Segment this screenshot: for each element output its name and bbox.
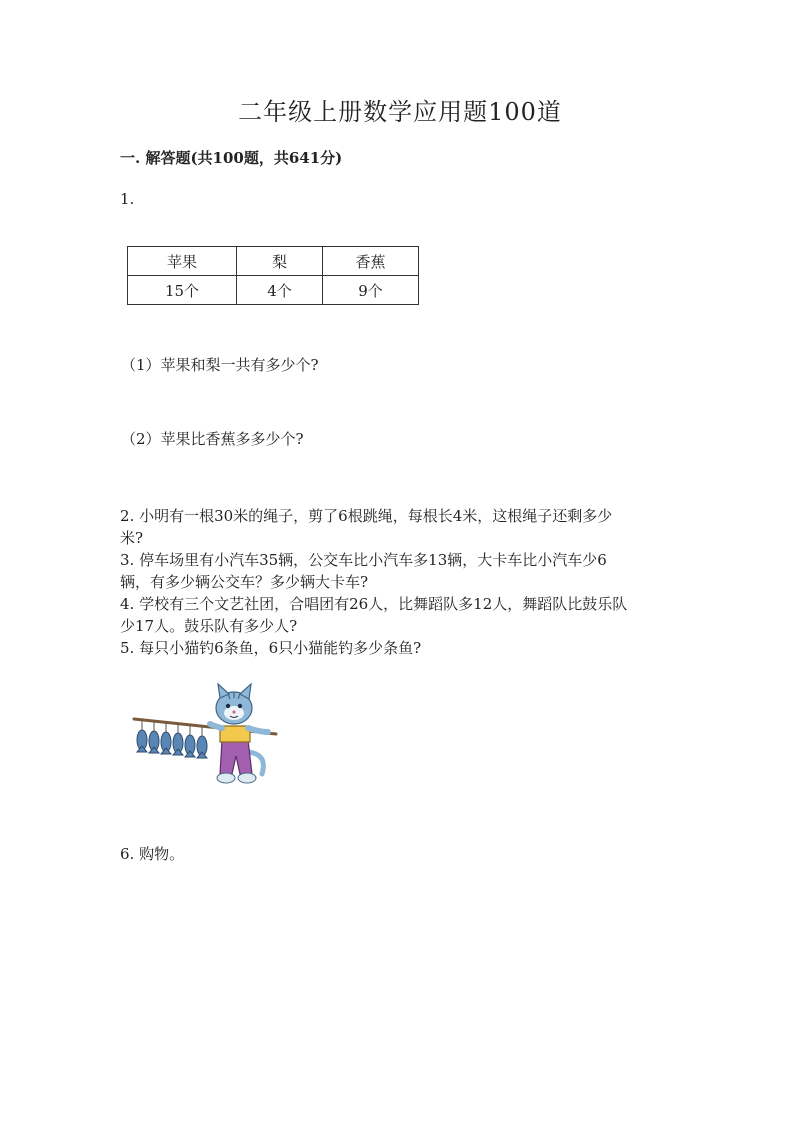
table-header-banana: 香蕉 <box>323 247 419 276</box>
cat-carrying-fish-icon <box>130 682 280 790</box>
question-4-line-1: 4. 学校有三个文艺社团，合唱团有26人，比舞蹈队多12人，舞蹈队比鼓乐队 <box>120 595 628 613</box>
table-header-apple: 苹果 <box>128 247 237 276</box>
question-3-line-1: 3. 停车场里有小汽车35辆，公交车比小汽车多13辆，大卡车比小汽车少6 <box>120 551 607 569</box>
question-5: 5. 每只小猫钓6条鱼，6只小猫能钓多少条鱼? <box>120 639 422 657</box>
fruit-count-table <box>127 246 419 305</box>
question-1-sub-2: （2）苹果比香蕉多多少个? <box>121 430 304 448</box>
table-header-pear: 梨 <box>237 247 323 276</box>
table-value-pear: 4个 <box>237 276 323 305</box>
question-1-sub-1: （1）苹果和梨一共有多少个? <box>121 356 319 374</box>
section-heading: 一. 解答题(共100题，共641分) <box>120 149 343 167</box>
question-2-line-2: 米? <box>120 529 144 547</box>
question-1-number: 1. <box>120 190 135 208</box>
question-4-line-2: 少17人。鼓乐队有多少人? <box>120 617 298 635</box>
question-3-line-2: 辆，有多少辆公交车？多少辆大卡车? <box>120 573 369 591</box>
table-header-row <box>128 247 419 276</box>
table-value-banana: 9个 <box>323 276 419 305</box>
table-value-row <box>128 276 419 305</box>
question-6: 6. 购物。 <box>120 845 185 863</box>
table-value-apple: 15个 <box>128 276 237 305</box>
page-title: 二年级上册数学应用题100道 <box>238 98 562 126</box>
question-2-line-1: 2. 小明有一根30米的绳子，剪了6根跳绳，每根长4米，这根绳子还剩多少 <box>120 507 613 525</box>
cat-icon <box>210 684 268 783</box>
